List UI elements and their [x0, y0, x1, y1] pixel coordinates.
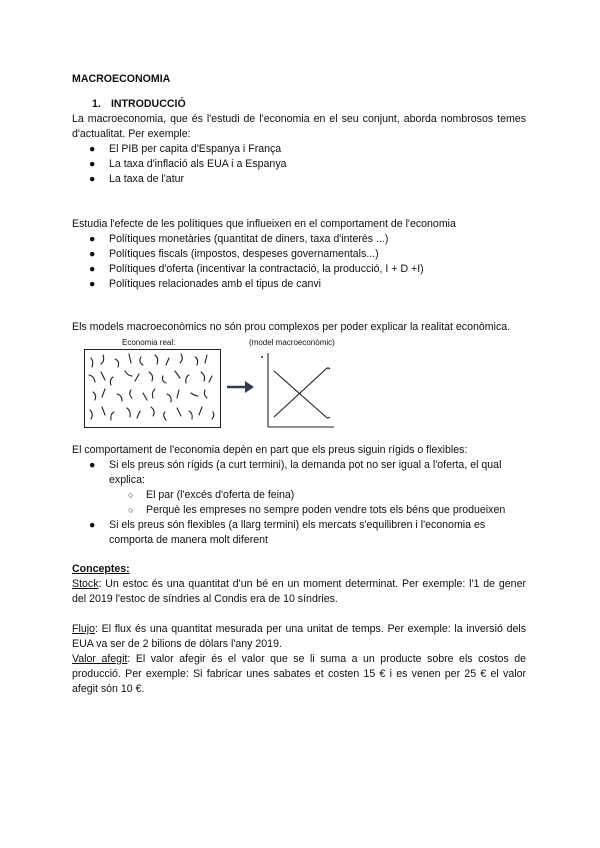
concept-stock — [72, 577, 526, 607]
concept-valor-afegit — [72, 652, 526, 697]
section-number: 1. — [92, 98, 101, 110]
list-item: ● La taxa de l'atur — [89, 173, 185, 185]
arrow-right-icon — [227, 380, 255, 394]
list-item: ○ Perquè les empreses no sempre poden vendre tots els béns que produeixen — [128, 504, 506, 516]
section-title: INTRODUCCIÓ — [110, 98, 186, 110]
concept-definition: : El flux és una quantitat mesurada per una unitat de temps. Per exemple: la inversió dels EUA va ser de 2 bilions de dòlars l'any 2019. — [72, 623, 526, 650]
concept-term: Valor afegit — [72, 653, 128, 665]
document-title: MACROECONOMIA — [72, 73, 171, 85]
supply-demand-graph-icon — [260, 347, 340, 435]
bullet-icon: ● — [89, 143, 96, 155]
list-item: ● Polítiques relacionades amb el tipus de canvi — [89, 278, 321, 290]
bullet-icon: ● — [89, 248, 96, 260]
policies-paragraph: Estudia l'efecte de les polítiques que influeixen en el comportament de l'economia — [72, 218, 456, 230]
intro-list — [72, 142, 526, 187]
prices-paragraph: El comportament de l'economia depèn en part que els preus siguin rígids o flexibles: — [72, 444, 468, 456]
concept-term: Flujo — [72, 623, 95, 635]
concept-flujo — [72, 622, 526, 652]
list-item: ○ El par (l'excés d'oferta de feina) — [128, 489, 295, 501]
concept-definition: : El valor afegir és el valor que se li suma a un producte sobre els costos de producció. Per exemple: Si fabricar unes sabates et costen 15 € i es venen per 25 € el valor afegit són 10 €. — [72, 653, 526, 695]
hollow-bullet-icon: ○ — [128, 505, 134, 515]
concepts-heading: Conceptes: — [72, 563, 130, 575]
prices-list-2 — [72, 518, 526, 548]
list-item: ● Si els preus són rígids (a curt termini), la demanda pot no ser igual a l'oferta, el qual explica: — [89, 459, 502, 486]
bullet-icon: ● — [89, 173, 96, 185]
document-page — [72, 72, 526, 697]
model-label: (model macroeconòmic) — [249, 338, 335, 347]
list-item: ● Polítiques monetàries (quantitat de diners, taxa d'interès ...) — [89, 233, 389, 245]
real-economy-label: Economia real: — [122, 338, 176, 347]
section-heading — [92, 97, 526, 112]
economy-figure — [72, 335, 526, 443]
list-item: ● La taxa d'inflació als EUA i a Espanya — [89, 158, 287, 170]
list-item: ● Si els preus són flexibles (a llarg termini) els mercats s'equilibren i l'economia es comporta de manera molt diferent — [89, 519, 486, 546]
real-economy-scribble — [84, 349, 221, 428]
hollow-bullet-icon: ○ — [128, 490, 134, 500]
intro-paragraph: La macroeconomia, que és l'estudi de l'economia en el seu conjunt, aborda nombrosos temes d'actualitat. Per exemple: — [72, 113, 526, 140]
prices-sublist — [72, 488, 526, 518]
bullet-icon: ● — [89, 263, 96, 275]
models-paragraph: Els models macroeconòmics no són prou complexos per poder explicar la realitat econòmica. — [72, 321, 511, 333]
list-item: ● Polítiques fiscals (impostos, despeses governamentals...) — [89, 248, 379, 260]
bullet-icon: ● — [89, 278, 96, 290]
scribble-icon — [85, 350, 220, 427]
policies-list — [72, 232, 526, 292]
list-item: ● Polítiques d'oferta (incentivar la contractació, la producció, I + D +I) — [89, 263, 424, 275]
bullet-icon: ● — [89, 233, 96, 245]
bullet-icon: ● — [89, 519, 96, 531]
prices-list — [72, 458, 526, 488]
concept-term: Stock — [72, 578, 99, 590]
bullet-icon: ● — [89, 459, 96, 471]
list-item: ● El PIB per capita d'Espanya i França — [89, 143, 282, 155]
concept-definition: : Un estoc és una quantitat d'un bé en un moment determinat. Per exemple: l'1 de gener del 2019 l'estoc de síndries al Condis era de 10 síndries. — [72, 578, 526, 605]
bullet-icon: ● — [89, 158, 96, 170]
